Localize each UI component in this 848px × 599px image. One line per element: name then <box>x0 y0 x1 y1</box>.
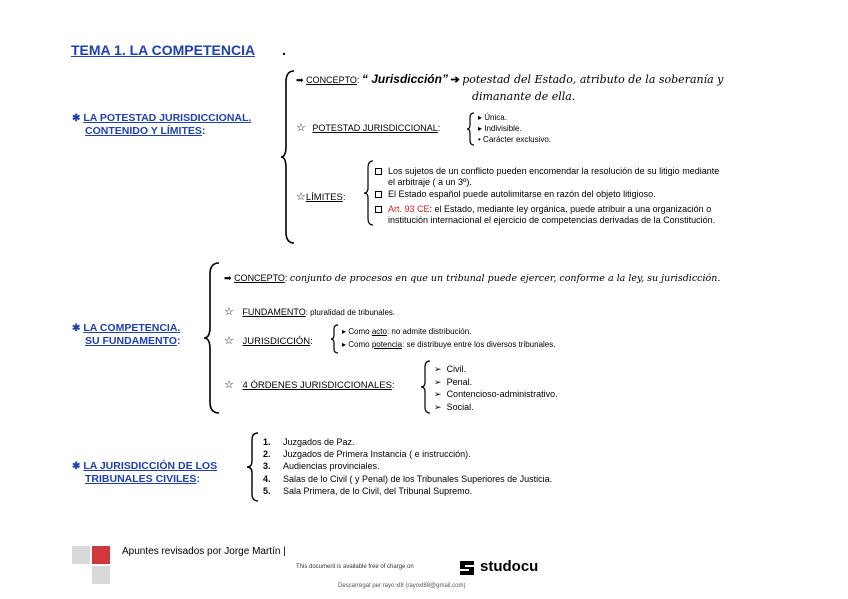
s1-concepto-label: CONCEPTO <box>306 75 357 85</box>
s1-limites-row: ☆LÍMITES: <box>296 191 346 203</box>
s1-limite-item: Los sujetos de un conflicto pueden encomendar la resolución de su litigio mediante <box>375 166 719 177</box>
star-bullet-icon: ✱ <box>72 323 81 334</box>
s1-limite-item: El Estado español puede autolimitarse en razón del objeto litigioso. <box>375 189 656 200</box>
studocu-logo-icon <box>456 557 478 579</box>
chevron-right-icon: ➢ <box>434 389 442 399</box>
s1-concepto-term: “ Jurisdicción” <box>361 72 448 86</box>
s2-orden-item: ➢ Contencioso-administrativo. <box>434 389 558 399</box>
arrow-right-bold-icon: ➔ <box>450 74 460 86</box>
s1-limite-item: Art. 93 CE: el Estado, mediante ley orgánica, puede atribuir a una organización o <box>375 204 711 215</box>
section1-label-line1: LA POTESTAD JURISDICCIONAL. <box>83 112 252 124</box>
s3-item: 2. Juzgados de Primera Instancia ( e instrucción). <box>263 449 471 459</box>
s1-limite-item-cont: el arbitraje ( a un 3º). <box>388 177 472 187</box>
star-outline-icon: ☆ <box>296 122 306 134</box>
star-outline-icon: ☆ <box>296 191 306 203</box>
s2-orden-item: ➢ Penal. <box>434 377 473 387</box>
s2-concepto-label: CONCEPTO <box>234 273 285 283</box>
footer-download: Descarregat per rayo xl8 (rayoxl88@gmail.com) <box>338 583 466 589</box>
section1-heading[interactable] <box>72 112 251 137</box>
star-bullet-icon: ✱ <box>72 113 81 124</box>
s1-potestad-item: ▸ Única. <box>478 113 507 122</box>
s2-jurisdiccion-brace <box>330 324 340 354</box>
section2-brace <box>203 262 221 414</box>
s1-potestad-row: ☆ POTESTAD JURISDICCIONAL: <box>296 122 441 134</box>
s2-concepto-def: conjunto de procesos en que un tribunal puede ejercer, conforme a la ley, su jurisdicción. <box>289 273 721 284</box>
section2-heading[interactable]: ✱ LA COMPETENCIA. SU FUNDAMENTO: <box>72 322 181 347</box>
s1-potestad-label: POTESTAD JURISDICCIONAL <box>312 123 438 133</box>
section3-label-line1: LA JURISDICCIÓN DE LOS <box>83 460 218 472</box>
arrow-right-icon: ➡ <box>224 273 232 283</box>
s2-jurisdiccion-label: JURISDICCIÓN <box>242 336 311 347</box>
section1-colon: : <box>201 125 206 137</box>
s2-fundamento-def: : pluralidad de tribunales. <box>305 308 396 317</box>
triangle-bullet-icon: ▸ <box>478 124 483 133</box>
section3-brace <box>246 432 260 502</box>
s3-item: 3. Audiencias provinciales. <box>263 461 380 471</box>
s2-ordenes-brace <box>420 360 432 414</box>
section3-label-line2: TRIBUNALES CIVILES <box>85 473 197 485</box>
footer-free-text: This document is available free of charge on <box>296 564 414 570</box>
s3-item: 4. Salas de lo Civil ( y Penal) de los Tribunales Superiores de Justicia. <box>263 474 553 484</box>
s3-item: 1. Juzgados de Paz. <box>263 437 355 447</box>
star-bullet-icon: ✱ <box>72 461 81 472</box>
section1-brace <box>280 70 296 244</box>
s2-fundamento-row <box>224 305 395 318</box>
square-bullet-icon <box>375 191 382 198</box>
s1-limites-brace <box>363 160 375 226</box>
chevron-right-icon: ➢ <box>434 402 442 412</box>
triangle-bullet-icon: ▸ <box>342 340 347 349</box>
s2-ordenes-row: ☆ 4 ÓRDENES JURISDICCIONALES: <box>224 379 395 391</box>
s3-item: 5. Sala Primera, de lo Civil, del Tribunal Supremo. <box>263 486 473 496</box>
title-dot: . <box>282 42 286 58</box>
s1-concepto-def-line2: dimanante de ella. <box>472 90 576 103</box>
s1-potestad-brace <box>466 112 476 146</box>
chevron-right-icon: ➢ <box>434 364 442 374</box>
s2-ordenes-label: 4 ÓRDENES JURISDICCIONALES <box>242 380 392 391</box>
s2-jurisdiccion-row: ☆ JURISDICCIÓN: <box>224 335 313 347</box>
s1-concepto-row: ➡ CONCEPTO: “ Jurisdicción” ➔ potestad del Estado, atributo de la soberanía y <box>296 72 724 86</box>
s1-potestad-item: • Carácter exclusivo. <box>478 135 552 144</box>
logo-square-gray <box>72 546 90 564</box>
s2-concepto-row: ➡ CONCEPTO: conjunto de procesos en que un tribunal puede ejercer, conforme a la ley, su jurisdicción. <box>224 273 721 284</box>
square-bullet-icon <box>375 206 382 213</box>
art93-reference: Art. 93 CE <box>388 204 430 214</box>
s1-limite-item-cont: institución internacional el ejercicio de competencias derivadas de la Constitución. <box>388 215 716 225</box>
s1-limites-label: LÍMITES <box>305 192 343 203</box>
s1-potestad-item: ▸ Indivisible. <box>478 124 522 133</box>
logo-square-red <box>92 546 110 564</box>
s2-jur-item: ▸ Como acto: no admite distribución. <box>342 327 472 336</box>
s2-fundamento-label: FUNDAMENTO <box>242 307 306 317</box>
section2-label-line2: SU FUNDAMENTO <box>85 335 177 347</box>
footer-author: Apuntes revisados por Jorge Martín | <box>122 546 286 557</box>
s2-jur-item: ▸ Como potencia: se distribuye entre los diversos tribunales. <box>342 340 556 349</box>
square-bullet-icon <box>375 168 382 175</box>
triangle-bullet-icon: ▸ <box>478 113 483 122</box>
s2-orden-item: ➢ Social. <box>434 402 474 412</box>
section1-label-line2: CONTENIDO Y LÍMITES <box>85 125 202 137</box>
page-title: TEMA 1. LA COMPETENCIA <box>71 42 256 58</box>
arrow-right-icon: ➡ <box>296 75 304 85</box>
section3-heading[interactable]: ✱ LA JURISDICCIÓN DE LOS TRIBUNALES CIVILES: <box>72 460 218 485</box>
s2-orden-item: ➢ Civil. <box>434 364 467 374</box>
s1-concepto-def-line1: potestad del Estado, atributo de la soberanía y <box>462 73 724 86</box>
studocu-brand[interactable]: studocu <box>480 558 539 575</box>
star-outline-icon: ☆ <box>224 306 234 318</box>
star-outline-icon: ☆ <box>224 335 234 347</box>
dot-bullet-icon: • <box>478 135 481 144</box>
logo-square-gray <box>92 566 110 584</box>
triangle-bullet-icon: ▸ <box>342 327 347 336</box>
section2-label-line1: LA COMPETENCIA. <box>83 322 181 334</box>
chevron-right-icon: ➢ <box>434 377 442 387</box>
star-outline-icon: ☆ <box>224 379 234 391</box>
